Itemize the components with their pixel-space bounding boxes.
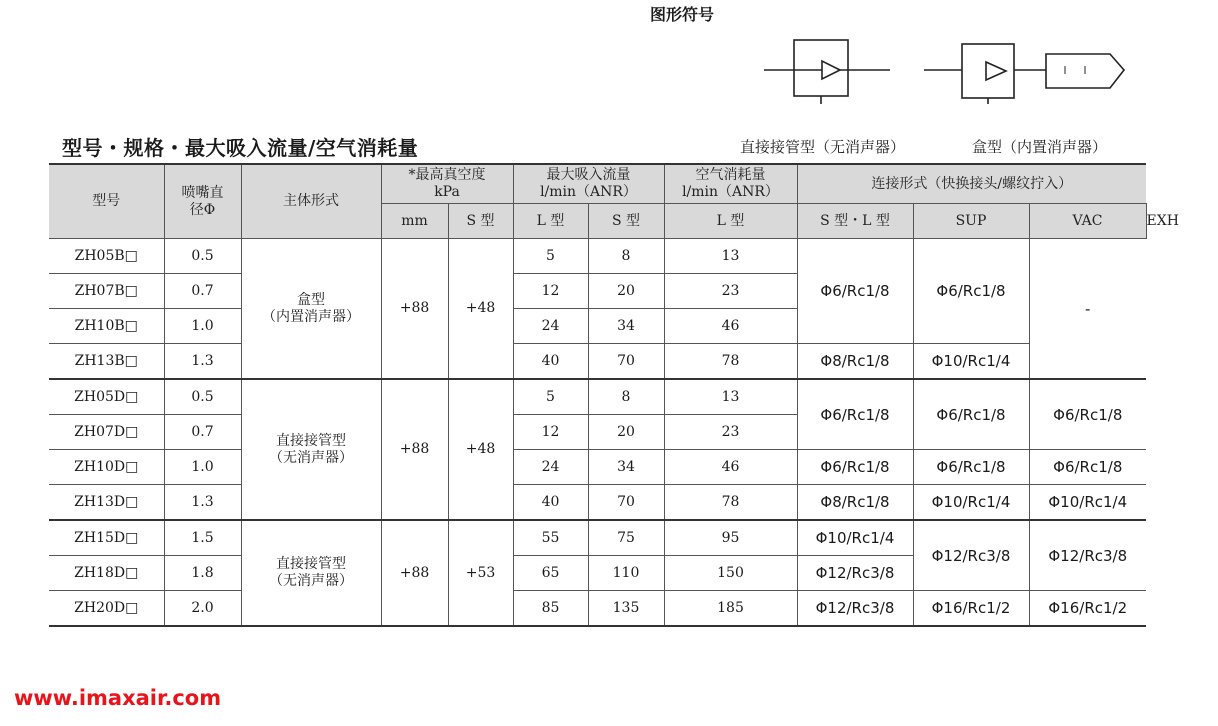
cell-suction-l: 135 [588,591,664,627]
cell-body-type: 直接接管型 （无消声器） [241,379,381,520]
cell-suction-l: 20 [588,415,664,450]
symbol-section-title: 图形符号 [650,5,715,24]
cell-air: 13 [664,239,797,274]
box-type-symbol [924,44,1124,104]
cell-model: ZH07D□ [49,415,164,450]
cell-model: ZH13D□ [49,485,164,521]
header-suction-s: S 型 [588,204,664,239]
cell-vac: Φ10/Rc1/4 [913,344,1029,380]
cell-sup: Φ6/Rc1/8 [797,450,913,485]
cell-model: ZH10B□ [49,309,164,344]
cell-model: ZH13B□ [49,344,164,380]
cell-suction-s: 40 [513,344,588,380]
cell-model: ZH20D□ [49,591,164,627]
table-row [49,591,1146,627]
cell-suction-s: 24 [513,309,588,344]
header-vacuum: *最高真空度 kPa [381,164,513,204]
cell-suction-s: 12 [513,415,588,450]
cell-suction-s: 55 [513,520,588,556]
header-connection: 连接形式（快换接头/螺纹拧入） [797,164,1146,204]
cell-nozzle: 1.5 [164,520,241,556]
cell-suction-l: 8 [588,239,664,274]
cell-model: ZH07B□ [49,274,164,309]
cell-air: 13 [664,379,797,415]
table-row [49,239,1146,274]
cell-body-type: 直接接管型 （无消声器） [241,520,381,626]
header-suction-l: L 型 [664,204,797,239]
cell-vac: Φ12/Rc3/8 [913,520,1029,591]
cell-vacuum-l: +48 [448,239,513,380]
cell-air: 150 [664,556,797,591]
ejector-symbols [760,36,1140,106]
website-watermark[interactable]: www.imaxair.com [14,686,222,710]
table-row [49,520,1146,556]
header-vacuum-l: L 型 [513,204,588,239]
cell-vac: Φ10/Rc1/4 [913,485,1029,521]
cell-nozzle: 1.3 [164,485,241,521]
cell-vac: Φ6/Rc1/8 [913,450,1029,485]
cell-suction-s: 12 [513,274,588,309]
cell-model: ZH05D□ [49,379,164,415]
cell-exh: Φ6/Rc1/8 [1029,379,1146,450]
cell-model: ZH18D□ [49,556,164,591]
cell-nozzle: 2.0 [164,591,241,627]
cell-vacuum-s: +88 [381,239,448,380]
cell-exh: - [1029,239,1146,380]
cell-air: 78 [664,344,797,380]
cell-exh: Φ16/Rc1/2 [1029,591,1146,627]
cell-suction-l: 34 [588,309,664,344]
cell-suction-l: 8 [588,379,664,415]
cell-body-type: 盒型 （内置消声器） [241,239,381,380]
cell-vacuum-s: +88 [381,520,448,626]
cell-vacuum-s: +88 [381,379,448,520]
cell-nozzle: 1.0 [164,309,241,344]
cell-air: 23 [664,415,797,450]
cell-suction-l: 110 [588,556,664,591]
cell-air: 78 [664,485,797,521]
cell-suction-s: 24 [513,450,588,485]
section-title: 型号・规格・最大吸入流量/空气消耗量 [62,136,419,160]
cell-air: 46 [664,309,797,344]
table-row [49,450,1146,485]
cell-nozzle: 1.3 [164,344,241,380]
cell-exh: Φ10/Rc1/4 [1029,485,1146,521]
header-nozzle-unit: mm [381,204,448,239]
cell-suction-l: 70 [588,485,664,521]
header-nozzle: 喷嘴直 径Φ [164,164,241,239]
header-body-type: 主体形式 [241,164,381,239]
header-model: 型号 [49,164,164,239]
spec-table: 型号 喷嘴直 径Φ 主体形式 *最高真空度 kPa 最大吸入流量 l/min（ANR） 空气消耗量 l/min（ANR） 连接形式（快换接头/螺纹拧入） mm S 型 L 型 S 型 L 型 S 型・L 型 SUP VAC EXH ZH05B□ 0.5 盒型 （内置消声器） +88 +48 5 8 13 Φ6/Rc1/8 Φ6/Rc1/8 - ZH07B□ 0.7 12 20 23 ZH10B□ 1.0 24 34 46 ZH13B□ 1.3 40 70 78 Φ8/Rc1/8 Φ10/Rc1/4 ZH05D□ 0.5 直接接管型 （无消声器） +88 +48 5 8 13 Φ6/Rc1/8 Φ6/Rc1/8 Φ6/Rc1/8 ZH07D□ 0.7 12 20 23 ZH10D□ 1.0 24 34 46 Φ6/Rc1/8 Φ6/Rc1/8 Φ6/Rc1/8 ZH13D□ 1.3 40 70 78 Φ8/Rc1/8 Φ10/Rc1/4 Φ10/Rc1/4 ZH15D□ 1.5 直接接管型 （无消声器） +88 +53 55 75 95 Φ10/Rc1/4 Φ12/Rc3/8 Φ12/Rc3/8 ZH18D□ 1.8 65 110 150 Φ12/Rc3/8 ZH20D□ 2.0 85 135 185 Φ12/Rc3/8 Φ16/Rc1/2 Φ16/Rc1/2 [49,163,1146,627]
cell-nozzle: 1.0 [164,450,241,485]
cell-vacuum-l: +53 [448,520,513,626]
cell-suction-s: 85 [513,591,588,627]
cell-air: 46 [664,450,797,485]
cell-suction-s: 65 [513,556,588,591]
cell-vacuum-l: +48 [448,379,513,520]
cell-model: ZH10D□ [49,450,164,485]
cell-sup: Φ8/Rc1/8 [797,344,913,380]
cell-air: 95 [664,520,797,556]
cell-suction-l: 20 [588,274,664,309]
cell-nozzle: 0.5 [164,379,241,415]
cell-sup: Φ12/Rc3/8 [797,556,913,591]
cell-suction-s: 40 [513,485,588,521]
cell-suction-s: 5 [513,379,588,415]
cell-nozzle: 0.7 [164,415,241,450]
cell-vac: Φ16/Rc1/2 [913,591,1029,627]
table-row [49,344,1146,380]
direct-piping-symbol [764,40,890,104]
cell-air: 23 [664,274,797,309]
cell-suction-l: 70 [588,344,664,380]
cell-vac: Φ6/Rc1/8 [913,239,1029,344]
cell-exh: Φ6/Rc1/8 [1029,450,1146,485]
header-suction-flow: 最大吸入流量 l/min（ANR） [513,164,664,204]
cell-exh: Φ12/Rc3/8 [1029,520,1146,591]
cell-suction-s: 5 [513,239,588,274]
cell-sup: Φ10/Rc1/4 [797,520,913,556]
cell-sup: Φ12/Rc3/8 [797,591,913,627]
cell-sup: Φ8/Rc1/8 [797,485,913,521]
header-vac: VAC [1029,204,1146,239]
box-type-caption: 盒型（内置消声器） [972,138,1108,156]
cell-suction-l: 34 [588,450,664,485]
cell-sup: Φ6/Rc1/8 [797,239,913,344]
cell-nozzle: 1.8 [164,556,241,591]
header-air-consumption: 空气消耗量 l/min（ANR） [664,164,797,204]
cell-nozzle: 0.5 [164,239,241,274]
cell-nozzle: 0.7 [164,274,241,309]
cell-sup: Φ6/Rc1/8 [797,379,913,450]
direct-piping-caption: 直接接管型（无消声器） [740,138,906,156]
cell-air: 185 [664,591,797,627]
header-air-sl: S 型・L 型 [797,204,913,239]
table-row [49,485,1146,521]
header-sup: SUP [913,204,1029,239]
table-row [49,379,1146,415]
cell-model: ZH05B□ [49,239,164,274]
header-vacuum-s: S 型 [448,204,513,239]
cell-suction-l: 75 [588,520,664,556]
cell-vac: Φ6/Rc1/8 [913,379,1029,450]
cell-model: ZH15D□ [49,520,164,556]
